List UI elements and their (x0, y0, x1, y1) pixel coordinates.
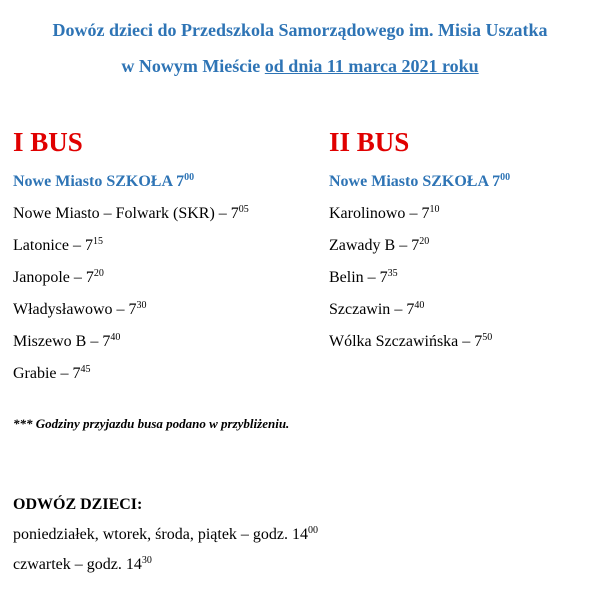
bus-2-stop: Zawady B – $7^{20}$ (329, 236, 430, 254)
stop-name: Zawady B (329, 237, 396, 254)
stop-hour: 7 (406, 301, 415, 318)
return-row: poniedziałek, wtorek, środa, piątek – godz. $14^{00}$ (13, 525, 319, 543)
stop-hour: 7 (72, 365, 81, 382)
stop-name: Latonice (13, 237, 69, 254)
stop-min: 40 (414, 300, 425, 311)
stop-hour: 7 (230, 205, 239, 222)
stop-hour: 7 (421, 205, 430, 222)
return-min: 30 (141, 555, 152, 566)
stop-name: Janopole (13, 269, 70, 286)
return-hour: 14 (125, 556, 142, 573)
bus-2-stop: Karolinowo – $7^{10}$ (329, 204, 440, 222)
bus-1-start-hour: 7 (176, 173, 185, 190)
stop-name: Władysławowo (13, 301, 113, 318)
stop-min: 10 (429, 204, 440, 215)
return-label: godz. (252, 526, 289, 543)
return-row: czwartek – godz. $14^{30}$ (13, 555, 152, 573)
bus-2-start-hour: 7 (492, 173, 501, 190)
bus-2-stop: Belin – $7^{35}$ (329, 268, 398, 286)
header-line-1: Dowóz dzieci do Przedszkola Samorządowego im. Misia Uszatka (52, 20, 548, 40)
stop-hour: 7 (128, 301, 137, 318)
bus-2-title: II BUS (329, 127, 410, 157)
header-line-2-prefix: w Nowym Mieście (121, 56, 265, 76)
bus-2-stop: Szczawin – $7^{40}$ (329, 300, 425, 318)
bus-1-start (13, 172, 249, 192)
bus-1-title: I BUS (13, 127, 83, 157)
bus-2-stop: Wólka Szczawińska – $7^{50}$ (329, 332, 493, 350)
bus-2-start-name: Nowe Miasto SZKOŁA (329, 173, 489, 190)
return-min: 00 (308, 525, 319, 536)
stop-name: Belin (329, 269, 364, 286)
stop-name: Szczawin (329, 301, 391, 318)
stop-name: Nowe Miasto – Folwark (SKR) (13, 205, 215, 222)
stop-hour: 7 (379, 269, 388, 286)
stop-name: Miszewo B (13, 333, 87, 350)
bus-2-start-min: 00 (500, 172, 511, 183)
return-title: ODWÓZ DZIECI: (13, 496, 143, 513)
stop-min: 50 (482, 332, 493, 343)
stop-min: 20 (93, 268, 104, 279)
stop-min: 40 (110, 332, 121, 343)
stop-name: Grabie (13, 365, 57, 382)
return-days: czwartek (13, 556, 71, 573)
bus-1-stop: Władysławowo – $7^{30}$ (13, 300, 147, 318)
bus-1-start-min: 00 (184, 172, 195, 183)
stop-min: 35 (387, 268, 398, 279)
bus-1-start-name: Nowe Miasto SZKOŁA (13, 173, 173, 190)
stop-min: 45 (80, 364, 91, 375)
bus-1-stop: Miszewo B – $7^{40}$ (13, 332, 121, 350)
bus-1-stop: Latonice – $7^{15}$ (13, 236, 103, 254)
stop-name: Karolinowo (329, 205, 406, 222)
approximate-times-note: *** Godziny przyjazdu busa podano w przybliżeniu. (13, 416, 290, 431)
stop-name: Wólka Szczawińska (329, 333, 459, 350)
stop-hour: 7 (84, 237, 93, 254)
return-days: poniedziałek, wtorek, środa, piątek (13, 526, 237, 543)
return-hour: 14 (292, 526, 309, 543)
stop-hour: 7 (411, 237, 420, 254)
header-date: od dnia 11 marca 2021 roku (264, 56, 479, 76)
bus-1-stop: Nowe Miasto – Folwark $(SKR) - 7^{05}$ (13, 204, 249, 222)
bus-2-column (329, 124, 510, 352)
stop-min: 20 (419, 236, 430, 247)
stop-hour: 7 (474, 333, 483, 350)
bus-1-stop: Janopole – $7^{20}$ (13, 268, 104, 286)
stop-hour: 7 (102, 333, 111, 350)
stop-hour: 7 (85, 269, 94, 286)
bus-1-stop: Grabie – $7^{45}$ (13, 364, 91, 382)
bus-2-start (329, 172, 510, 192)
stop-min: 15 (92, 236, 103, 247)
stop-min: 05 (238, 204, 249, 215)
return-label: godz. (86, 556, 122, 573)
bus-1-column (13, 124, 249, 384)
header-line-2 (0, 56, 600, 77)
stop-min: 30 (136, 300, 147, 311)
